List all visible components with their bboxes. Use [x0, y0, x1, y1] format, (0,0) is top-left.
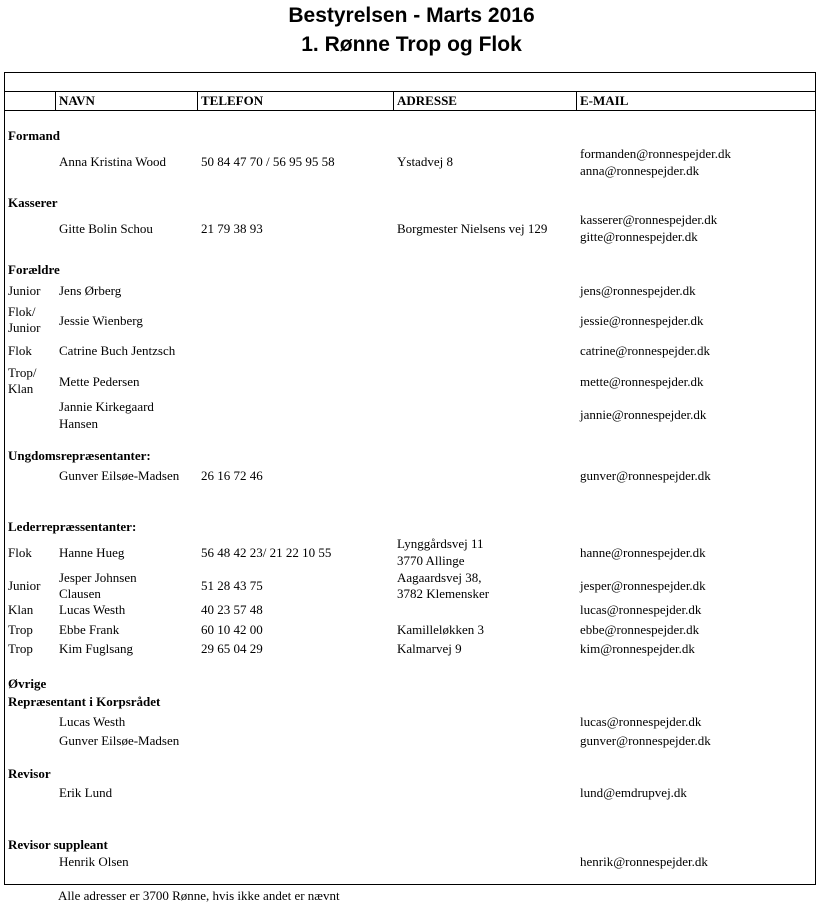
member-name: Gunver Eilsøe-Madsen — [59, 468, 180, 483]
member-email: kim@ronnespejder.dk — [580, 641, 695, 656]
member-role: Trop/ — [8, 365, 37, 380]
member-email: jens@ronnespejder.dk — [580, 283, 696, 298]
member-phone: 51 28 43 75 — [201, 578, 263, 593]
section-heading: Formand — [8, 128, 60, 143]
member-name: Jesper Johnsen — [59, 570, 137, 585]
member-email: lund@emdrupvej.dk — [580, 785, 687, 800]
member-email: jesper@ronnespejder.dk — [580, 578, 706, 593]
member-name: Kim Fuglsang — [59, 641, 134, 656]
member-name: Gitte Bolin Schou — [59, 221, 153, 236]
member-role: Klan — [8, 602, 34, 617]
member-email: lucas@ronnespejder.dk — [580, 602, 702, 617]
member-email: catrine@ronnespejder.dk — [580, 343, 711, 358]
page-subtitle: 1. Rønne Trop og Flok — [301, 33, 522, 56]
section-heading: Lederrepræssentanter: — [8, 519, 137, 534]
member-address: Aagaardsvej 38, — [397, 570, 482, 585]
section-heading: Forældre — [8, 262, 60, 277]
member-name: Hanne Hueg — [59, 545, 125, 560]
member-email: kasserer@ronnespejder.dk — [580, 212, 718, 227]
member-role: Trop — [8, 622, 33, 637]
member-name: Henrik Olsen — [59, 854, 129, 869]
column-header-address: ADRESSE — [397, 93, 457, 108]
table-divider — [4, 110, 816, 111]
column-divider — [55, 91, 56, 110]
member-email: gunver@ronnespejder.dk — [580, 468, 711, 483]
member-phone: 21 79 38 93 — [201, 221, 263, 236]
member-name: Hansen — [59, 416, 98, 431]
member-role: Flok — [8, 343, 32, 358]
member-role: Flok — [8, 545, 32, 560]
member-email: gunver@ronnespejder.dk — [580, 733, 711, 748]
member-name: Jessie Wienberg — [59, 313, 143, 328]
member-address: 3770 Allinge — [397, 553, 465, 568]
member-email: gitte@ronnespejder.dk — [580, 229, 698, 244]
member-email: anna@ronnespejder.dk — [580, 163, 700, 178]
column-divider — [197, 91, 198, 110]
section-heading: Repræsentant i Korpsrådet — [8, 694, 161, 709]
member-name: Lucas Westh — [59, 602, 126, 617]
member-email: henrik@ronnespejder.dk — [580, 854, 708, 869]
member-role: Junior — [8, 320, 41, 335]
member-email: ebbe@ronnespejder.dk — [580, 622, 700, 637]
member-phone: 40 23 57 48 — [201, 602, 263, 617]
member-email: hanne@ronnespejder.dk — [580, 545, 706, 560]
table-divider — [4, 91, 816, 92]
member-name: Erik Lund — [59, 785, 113, 800]
member-name: Jannie Kirkegaard — [59, 399, 154, 414]
member-email: formanden@ronnespejder.dk — [580, 146, 731, 161]
member-email: mette@ronnespejder.dk — [580, 374, 704, 389]
section-heading: Ungdomsrepræsentanter: — [8, 448, 151, 463]
section-heading: Revisor suppleant — [8, 837, 108, 852]
column-header-phone: TELEFON — [201, 93, 264, 108]
member-name: Ebbe Frank — [59, 622, 120, 637]
column-header-name: NAVN — [59, 93, 95, 108]
member-phone: 56 48 42 23/ 21 22 10 55 — [201, 545, 332, 560]
member-name: Jens Ørberg — [59, 283, 122, 298]
column-divider — [393, 91, 394, 110]
column-header-email: E-MAIL — [580, 93, 629, 108]
section-heading: Revisor — [8, 766, 51, 781]
column-divider — [576, 91, 577, 110]
member-role: Klan — [8, 381, 34, 396]
member-email: lucas@ronnespejder.dk — [580, 714, 702, 729]
member-name: Clausen — [59, 586, 101, 601]
page-title: Bestyrelsen - Marts 2016 — [288, 4, 535, 27]
member-name: Lucas Westh — [59, 714, 126, 729]
member-phone: 26 16 72 46 — [201, 468, 263, 483]
section-heading: Kasserer — [8, 195, 58, 210]
member-role: Junior — [8, 283, 41, 298]
member-address: Ystadvej 8 — [397, 154, 453, 169]
member-phone: 60 10 42 00 — [201, 622, 263, 637]
member-name: Catrine Buch Jentzsch — [59, 343, 176, 358]
member-role: Junior — [8, 578, 41, 593]
footer-note: Alle adresser er 3700 Rønne, hvis ikke andet er nævnt — [58, 888, 340, 903]
member-role: Trop — [8, 641, 33, 656]
member-phone: 29 65 04 29 — [201, 641, 263, 656]
member-address: Borgmester Nielsens vej 129 — [397, 221, 548, 236]
member-name: Mette Pedersen — [59, 374, 140, 389]
member-address: 3782 Klemensker — [397, 586, 490, 601]
member-address: Kalmarvej 9 — [397, 641, 462, 656]
member-name: Gunver Eilsøe-Madsen — [59, 733, 180, 748]
section-heading: Øvrige — [8, 676, 47, 691]
member-phone: 50 84 47 70 / 56 95 95 58 — [201, 154, 335, 169]
member-name: Anna Kristina Wood — [59, 154, 167, 169]
member-address: Kamilleløkken 3 — [397, 622, 485, 637]
member-address: Lynggårdsvej 11 — [397, 536, 484, 551]
member-email: jessie@ronnespejder.dk — [580, 313, 704, 328]
member-email: jannie@ronnespejder.dk — [580, 407, 707, 422]
member-role: Flok/ — [8, 304, 36, 319]
